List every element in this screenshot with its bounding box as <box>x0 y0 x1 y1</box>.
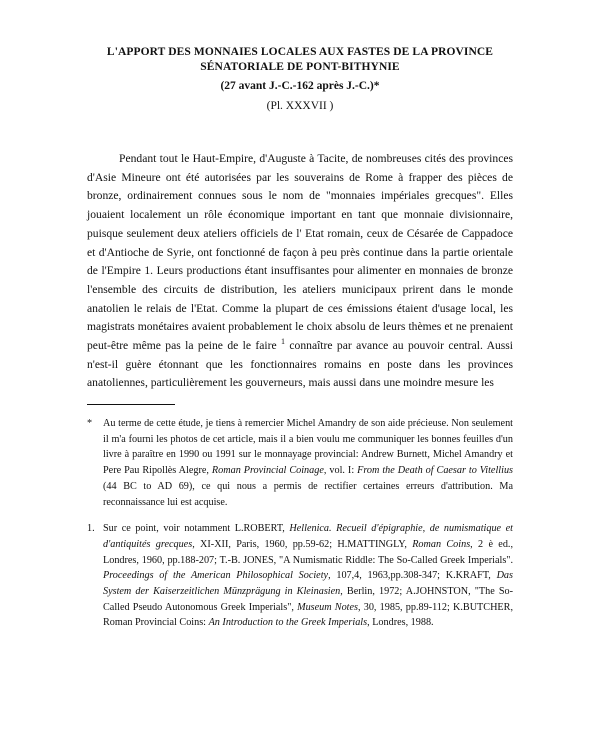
body-text <box>87 150 513 393</box>
article-dates: (27 avant J.-C.-162 après J.-C.)* <box>220 80 380 92</box>
footnote-1-title-f: Proceedings of the American Philosophical Society <box>103 570 329 582</box>
body-paragraph <box>87 150 513 393</box>
footnote-star-title-1: Roman Provincial Coinage <box>211 465 324 477</box>
footnote-1-title-j: Museum Notes <box>297 601 359 613</box>
footnote-reference: 1 <box>281 337 286 347</box>
footnote-1-title-h: Das System der Kaiserzeitlichen Münzprägung in Kleinasien <box>103 570 513 598</box>
footnote-1-title-d: Roman Coins <box>412 538 471 550</box>
footnote-star <box>87 416 513 510</box>
footnote-star-marker: * <box>87 418 93 429</box>
footnote-1-marker: 1. <box>87 523 95 535</box>
footnote-star-text-3: (44 BC to AD 69), ce qui nous a permis de rectifier certaines erreurs d'attribution. Ma reconnaissance lui est acquise. <box>103 480 513 508</box>
footnote-star-title-2: From the Death of Caesar to Vitellius <box>357 465 514 477</box>
article-title <box>90 45 510 75</box>
footnote-star-text-1: Au terme de cette étude, je tiens à remercier Michel Amandry de son aide précieuse. Non seulement il m'a fourni les photos de cet article, mais il a bien voulu me communiquer les bonnes feuilles d'un livre à paraître en 1990 ou 1991 sur le monnayage provincial: Andrew Burnett, Michel Amandry et Pere Pau Ripollès Alegre, <box>103 418 513 477</box>
footnote-1 <box>87 521 513 631</box>
footnote-star-text-2: , vol. I: <box>323 465 358 477</box>
footnote-1-title-l: An Introduction to the Greek Imperials <box>208 617 368 629</box>
body-paragraph-part-2: connaître par avance au pouvoir central. Aussi n'est-il guère étonnant que les fonctionnaires romains en poste dans les provinces anatoliennes, particulièrement les gouverneurs, mais aussi dans une moindre mesure les <box>87 339 513 390</box>
body-paragraph-part-1: Pendant tout le Haut-Empire, d'Auguste à Tacite, de nombreuses cités des provinces d'Asie Mineure ont été autorisées par les souverains de Rome à frapper des pièces de bronze, ordinairement connues sous le nom de "monnaies impériales grecques". Elles jouaient localement un rôle économique important en tant que monnaie divisionnaire, puisque seulement deux ateliers officiels de l' Etat romain, ceux de Césarée de Cappadoce et d'Antioche de Syrie, ont fonctionné de façon à peu près continue dans la partie orientale de l'Empire 1. Leurs productions étant insuffisantes pour alimenter en monnaies de bronze l'ensemble des circuits de distribution, les ateliers municipaux prirent dans le monde anatolien le relais de l'Etat. Comme la plupart de ces émissions étaient d'usage local, les magistrats monétaires avaient probablement le choix absolu de leurs thèmes et ne prenaient peut-être même pas la peine de le faire <box>87 152 513 353</box>
footnote-1-text-k: , 30, 1985, pp.89-112; K.BUTCHER, Roman Provincial Coins: <box>103 601 513 629</box>
plate-reference: (Pl. XXXVII ) <box>266 100 334 112</box>
footnote-1-text-a: Sur ce point, voir notamment L.ROBERT, <box>103 523 290 535</box>
footnote-1-text-m: , Londres, 1988. <box>367 617 434 629</box>
article-title-line-1: L'APPORT DES MONNAIES LOCALES AUX FASTES DE LA PROVINCE <box>106 46 494 58</box>
footnote-separator <box>87 404 175 405</box>
footnote-1-text-i: , Berlin, 1972; A.JOHNSTON, "The So-Called Pseudo Autonomous Greek Imperials", <box>103 586 513 613</box>
footnote-1-text-c: , XI-XII, Paris, 1960, pp.59-62; H.MATTINGLY, <box>192 538 413 550</box>
footnotes <box>87 416 513 642</box>
footnote-1-text-e: , 2 è ed., Londres, 1960, pp.188-207; T.-B. JONES, "A Numismatic Riddle: The So-Called Greek Imperials". <box>103 538 514 566</box>
footnote-1-title-b: Hellenica. Recueil d'épigraphie, de numismatique et d'antiquités grecques <box>103 523 513 550</box>
footnote-1-text-g: , 107,4, 1963,pp.308-347; K.KRAFT, <box>328 570 497 582</box>
article-title-line-2: SÉNATORIALE DE PONT-BITHYNIE <box>200 61 400 73</box>
